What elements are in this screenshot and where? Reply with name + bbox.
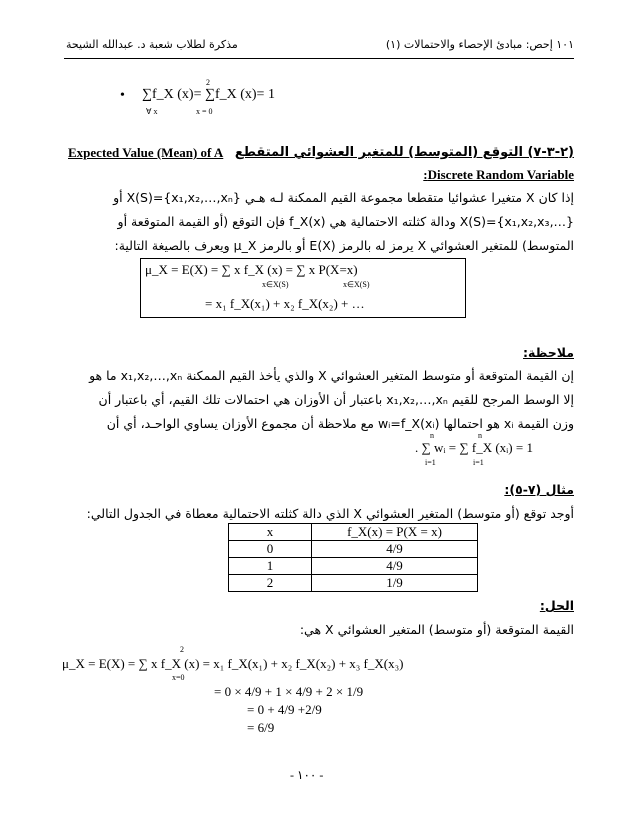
note-formula-sup1: n: [430, 431, 434, 440]
solution-line4: = 6/9: [247, 720, 275, 735]
solution-sub: x=0: [172, 673, 185, 682]
box-formula-line2: = x₁ f_X(x₁) + x₂ f_X(x₂) + …: [205, 296, 365, 311]
section-subtitle-en: Discrete Random Variable:: [423, 167, 574, 182]
table-row: [229, 541, 478, 558]
table-header-x: x: [229, 524, 312, 541]
note-formula: . ∑ wᵢ = ∑ f_X (xᵢ) = 1: [415, 440, 533, 455]
table-cell-p: 4/9: [312, 558, 478, 575]
header-rule: [64, 58, 574, 59]
section-title-ar: (٢-٣-٧) التوقع (المتوسط) للمتغير العشوائي المتقطع: [234, 145, 574, 160]
note-formula-sub2: i=1: [473, 458, 484, 467]
table-cell-x: 0: [229, 541, 312, 558]
example-text: أوجد توقع (أو متوسط) المتغير العشوائي X الذي دالة كثلته الاحتمالية معطاة في الجدول التالي:: [86, 506, 574, 521]
table-cell-p: 1/9: [312, 575, 478, 592]
table-cell-x: 2: [229, 575, 312, 592]
top-formula-sub-left: ∀ x: [146, 107, 158, 116]
solution-sup: 2: [180, 645, 184, 654]
box-formula-line1: μ_X = E(X) = ∑ x f_X (x) = ∑ x P(X=x): [145, 262, 358, 277]
solution-line1: μ_X = E(X) = ∑ x f_X (x) = x₁ f_X(x₁) + x₂ f_X(x₂) + x₃ f_X(x₃): [62, 656, 404, 671]
table-cell-p: 4/9: [312, 541, 478, 558]
solution-line2: = 0 × 4/9 + 1 × 4/9 + 2 × 1/9: [214, 684, 364, 699]
section-title-en: Expected Value (Mean) of A: [68, 145, 224, 160]
para1-line3: المتوسط) للمتغير العشوائي X يرمز له بالرمز E(X) أو بالرمز μ_X ويعرف بالصيغة التالية:: [114, 238, 574, 253]
note-formula-sup2: n: [478, 431, 482, 440]
top-formula-sub-right: x = 0: [196, 107, 213, 116]
header-left: مذكرة لطلاب شعبة د. عبدالله الشيحة: [66, 38, 238, 51]
page-number: - ١٠٠ -: [290, 768, 324, 782]
table-header-row: [229, 524, 478, 541]
note-formula-sub1: i=1: [425, 458, 436, 467]
box-formula-sub2: x∈X(S): [343, 280, 370, 289]
note-line3: وزن القيمة xᵢ هو احتمالها wᵢ=f_X(xᵢ) مع ملاحظة أن مجموع الأوزان يساوي الواحـد، أي أن: [106, 416, 574, 431]
note-line1: إن القيمة المتوقعة أو متوسط المتغير العشوائي X والذي يأخذ القيم الممكنة x₁,x₂,…,xₙ ما هو: [89, 368, 574, 383]
solution-title: الحل:: [539, 598, 574, 613]
table-cell-x: 1: [229, 558, 312, 575]
bullet: •: [120, 88, 125, 103]
para1-line2: X(S)={x₁,x₂,x₃,…} ودالة كثلته الاحتمالية هي f_X(x) فإن التوقع (أو القيمة المتوقعة أو: [117, 214, 574, 229]
box-formula-sub1: x∈X(S): [262, 280, 289, 289]
solution-text: القيمة المتوقعة (أو متوسط) المتغير العشوائي X هي:: [299, 622, 574, 637]
table-row: [229, 575, 478, 592]
table-header-fx: f_X(x) = P(X = x): [312, 524, 478, 541]
top-formula-sup-right: 2: [206, 78, 210, 87]
top-formula: ∑f_X (x)= ∑f_X (x)= 1: [142, 87, 275, 102]
header-right: ١٠١ إحص: مبادئ الإحصاء والاحتمالات (١): [385, 38, 574, 51]
value-table: [228, 523, 478, 592]
note-line2: إلا الوسط المرجح للقيم x₁,x₂,…,xₙ باعتبار أن الأوزان هي احتمالات تلك القيم، أي باعتبار أن: [98, 392, 574, 407]
note-title: ملاحظة:: [523, 345, 574, 360]
example-title: مثال (٧-٥):: [504, 482, 574, 497]
solution-line3: = 0 + 4/9 +2/9: [247, 702, 322, 717]
para1-line1: إذا كان X متغيرا عشوائيا متقطعا مجموعة القيم الممكنة لـه هـي X(S)={x₁,x₂,…,xₙ} أو: [113, 190, 574, 205]
table-row: [229, 558, 478, 575]
